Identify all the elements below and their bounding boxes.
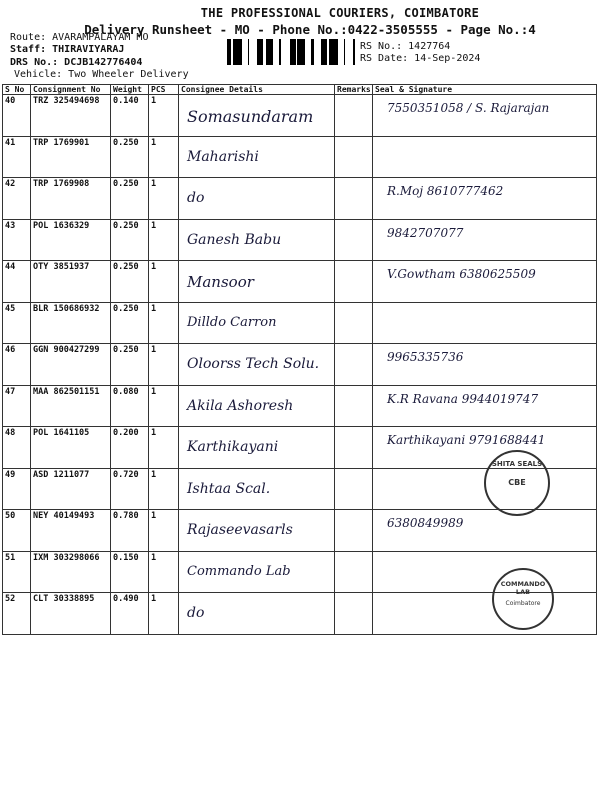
barcode-bar <box>236 39 237 65</box>
barcode-bar <box>303 39 305 65</box>
cell-consignee <box>179 261 335 303</box>
cell-weight: 0.780 <box>111 510 149 552</box>
cell-signature <box>373 178 597 220</box>
cell-consignment: POL 1641105 <box>31 427 111 469</box>
cell-remarks <box>335 344 373 386</box>
table-row <box>3 136 597 178</box>
cell-consignment: GGN 900427299 <box>31 344 111 386</box>
signature-handwriting: V.Gowtham 6380625509 <box>387 267 536 281</box>
cell-pcs: 1 <box>149 178 179 220</box>
table-row <box>3 302 597 344</box>
cell-sno: 43 <box>3 219 31 261</box>
cell-remarks <box>335 510 373 552</box>
cell-sno: 48 <box>3 427 31 469</box>
signature-handwriting: 9842707077 <box>387 225 464 240</box>
stamp-subtext: CBE <box>508 478 526 487</box>
cell-sno: 45 <box>3 302 31 344</box>
cell-weight: 0.250 <box>111 178 149 220</box>
cell-consignee <box>179 219 335 261</box>
barcode-bar <box>269 39 272 65</box>
consignee-handwriting: Mansoor <box>187 273 254 291</box>
cell-consignment: MAA 862501151 <box>31 385 111 427</box>
cell-consignment: TRP 1769908 <box>31 178 111 220</box>
barcode-bar <box>293 39 296 65</box>
cell-sno: 42 <box>3 178 31 220</box>
barcode-bar <box>230 39 231 65</box>
barcode-bar <box>297 39 299 65</box>
barcode-bar <box>321 39 323 65</box>
runsheet-table <box>2 84 597 635</box>
cell-remarks <box>335 551 373 593</box>
cell-consignee <box>179 344 335 386</box>
cell-weight: 0.250 <box>111 219 149 261</box>
barcode-bar <box>302 39 303 65</box>
cell-signature <box>373 344 597 386</box>
table-row <box>3 344 597 386</box>
consignee-handwriting: Oloorss Tech Solu. <box>187 356 320 372</box>
seal-stamp <box>492 568 554 630</box>
table-row <box>3 510 597 552</box>
cell-remarks <box>335 468 373 510</box>
cell-sno: 41 <box>3 136 31 178</box>
consignee-handwriting: Rajaseevasarls <box>187 522 293 538</box>
cell-sno: 40 <box>3 95 31 137</box>
cell-weight: 0.200 <box>111 427 149 469</box>
cell-consignment: BLR 150686932 <box>31 302 111 344</box>
signature-handwriting: 7550351058 / S. Rajarajan <box>387 101 550 115</box>
cell-signature <box>373 219 597 261</box>
rs-number: RS No.: 1427764 <box>360 41 451 52</box>
barcode-bar <box>279 39 281 65</box>
cell-signature <box>373 593 597 635</box>
signature-handwriting: 6380849989 <box>387 516 464 530</box>
cell-signature <box>373 95 597 137</box>
consignee-handwriting: Karthikayani <box>187 439 279 455</box>
table-row <box>3 219 597 261</box>
cell-signature <box>373 136 597 178</box>
cell-consignee <box>179 302 335 344</box>
staff-label: Staff: THIRAVIYARAJ <box>10 44 125 55</box>
barcode-bar <box>239 39 242 65</box>
cell-weight: 0.490 <box>111 593 149 635</box>
cell-pcs: 1 <box>149 427 179 469</box>
cell-remarks <box>335 593 373 635</box>
consignee-handwriting: do <box>187 190 205 206</box>
cell-remarks <box>335 261 373 303</box>
column-header: Weight <box>111 85 149 95</box>
cell-signature <box>373 551 597 593</box>
cell-sno: 44 <box>3 261 31 303</box>
runsheet-title: Delivery Runsheet - MO - Phone No.:0422-3505555 - Page No.:4 <box>84 22 536 37</box>
cell-consignee <box>179 136 335 178</box>
barcode-bar <box>266 39 267 65</box>
cell-consignment: TRP 1769901 <box>31 136 111 178</box>
cell-remarks <box>335 178 373 220</box>
cell-remarks <box>335 219 373 261</box>
cell-sno: 49 <box>3 468 31 510</box>
cell-sno: 51 <box>3 551 31 593</box>
cell-remarks <box>335 385 373 427</box>
seal-stamp <box>484 450 550 516</box>
consignee-handwriting: Commando Lab <box>187 563 291 579</box>
cell-consignee <box>179 385 335 427</box>
barcode-bar <box>260 39 261 65</box>
rs-date: RS Date: 14-Sep-2024 <box>360 53 481 64</box>
barcode-bar <box>329 39 332 65</box>
cell-remarks <box>335 95 373 137</box>
signature-handwriting: R.Moj 8610777462 <box>387 184 504 198</box>
column-header: Consignment No <box>31 85 111 95</box>
consignee-handwriting: do <box>187 605 205 621</box>
column-header: Seal & Signature <box>373 85 597 95</box>
stamp-text: SHITA SEALS <box>491 460 543 468</box>
column-header: S No <box>3 85 31 95</box>
table-row <box>3 178 597 220</box>
cell-consignment: CLT 30338895 <box>31 593 111 635</box>
barcode-bar <box>326 39 327 65</box>
cell-pcs: 1 <box>149 95 179 137</box>
cell-weight: 0.250 <box>111 261 149 303</box>
barcode-bar <box>335 39 338 65</box>
barcode-bar <box>299 39 302 65</box>
cell-consignee <box>179 95 335 137</box>
cell-pcs: 1 <box>149 219 179 261</box>
barcode-bar <box>291 39 293 65</box>
barcode-image <box>227 39 355 65</box>
cell-pcs: 1 <box>149 468 179 510</box>
cell-sno: 46 <box>3 344 31 386</box>
cell-signature <box>373 385 597 427</box>
barcode-bar <box>261 39 263 65</box>
cell-weight: 0.150 <box>111 551 149 593</box>
column-header: Remarks <box>335 85 373 95</box>
cell-weight: 0.250 <box>111 302 149 344</box>
drs-number: DRS No.: DCJB142776404 <box>10 57 143 68</box>
consignee-handwriting: Ganesh Babu <box>187 231 282 248</box>
barcode-bar <box>344 39 345 65</box>
barcode-bar <box>237 39 239 65</box>
cell-consignee <box>179 427 335 469</box>
cell-weight: 0.250 <box>111 344 149 386</box>
barcode-bar <box>323 39 326 65</box>
cell-pcs: 1 <box>149 261 179 303</box>
stamp-text: COMMANDO LAB <box>500 580 546 596</box>
cell-sno: 47 <box>3 385 31 427</box>
barcode-bar <box>257 39 260 65</box>
company-title: THE PROFESSIONAL COURIERS, COIMBATORE <box>200 6 480 20</box>
barcode-bar <box>332 39 333 65</box>
consignee-handwriting: Maharishi <box>187 148 259 165</box>
cell-weight: 0.720 <box>111 468 149 510</box>
table-row <box>3 385 597 427</box>
cell-consignment: OTY 3851937 <box>31 261 111 303</box>
barcode-bar <box>290 39 291 65</box>
barcode-bar <box>333 39 335 65</box>
cell-weight: 0.250 <box>111 136 149 178</box>
consignee-handwriting: Somasundaram <box>187 107 314 126</box>
cell-consignment: NEY 40149493 <box>31 510 111 552</box>
cell-pcs: 1 <box>149 344 179 386</box>
table-row <box>3 261 597 303</box>
column-header: PCS <box>149 85 179 95</box>
cell-pcs: 1 <box>149 551 179 593</box>
barcode-bar <box>267 39 269 65</box>
cell-pcs: 1 <box>149 136 179 178</box>
column-header: Consignee Details <box>179 85 335 95</box>
stamp-subtext: Coimbatore <box>505 600 541 607</box>
consignee-handwriting: Dilldo Carron <box>187 314 277 330</box>
cell-pcs: 1 <box>149 302 179 344</box>
cell-consignment: IXM 303298066 <box>31 551 111 593</box>
barcode-bar <box>233 39 236 65</box>
cell-sno: 52 <box>3 593 31 635</box>
cell-remarks <box>335 427 373 469</box>
barcode-bar <box>227 39 230 65</box>
cell-consignee <box>179 551 335 593</box>
route-label: Route: AVARAMPALAYAM MO <box>10 32 149 43</box>
cell-weight: 0.140 <box>111 95 149 137</box>
signature-handwriting: 9965335736 <box>387 350 464 364</box>
consignee-handwriting: Akila Ashoresh <box>187 397 294 414</box>
consignee-handwriting: Ishtaa Scal. <box>187 480 271 497</box>
cell-consignment: ASD 1211077 <box>31 468 111 510</box>
signature-handwriting: Karthikayani 9791688441 <box>387 433 546 447</box>
cell-consignee <box>179 593 335 635</box>
barcode-bar <box>248 39 249 65</box>
cell-consignee <box>179 468 335 510</box>
cell-consignment: POL 1636329 <box>31 219 111 261</box>
cell-consignee <box>179 510 335 552</box>
cell-sno: 50 <box>3 510 31 552</box>
cell-remarks <box>335 136 373 178</box>
cell-remarks <box>335 302 373 344</box>
signature-handwriting: K.R Ravana 9944019747 <box>387 391 539 406</box>
cell-pcs: 1 <box>149 385 179 427</box>
cell-consignee <box>179 178 335 220</box>
barcode-bar <box>311 39 314 65</box>
cell-signature <box>373 510 597 552</box>
table-header-row <box>3 85 597 95</box>
vehicle-label: Vehicle: Two Wheeler Delivery <box>14 69 189 80</box>
cell-signature <box>373 427 597 469</box>
cell-signature <box>373 261 597 303</box>
cell-consignment: TRZ 325494698 <box>31 95 111 137</box>
cell-weight: 0.080 <box>111 385 149 427</box>
cell-signature <box>373 302 597 344</box>
cell-pcs: 1 <box>149 510 179 552</box>
barcode-bar <box>353 39 355 65</box>
barcode-bar <box>272 39 273 65</box>
table-row <box>3 95 597 137</box>
cell-pcs: 1 <box>149 593 179 635</box>
